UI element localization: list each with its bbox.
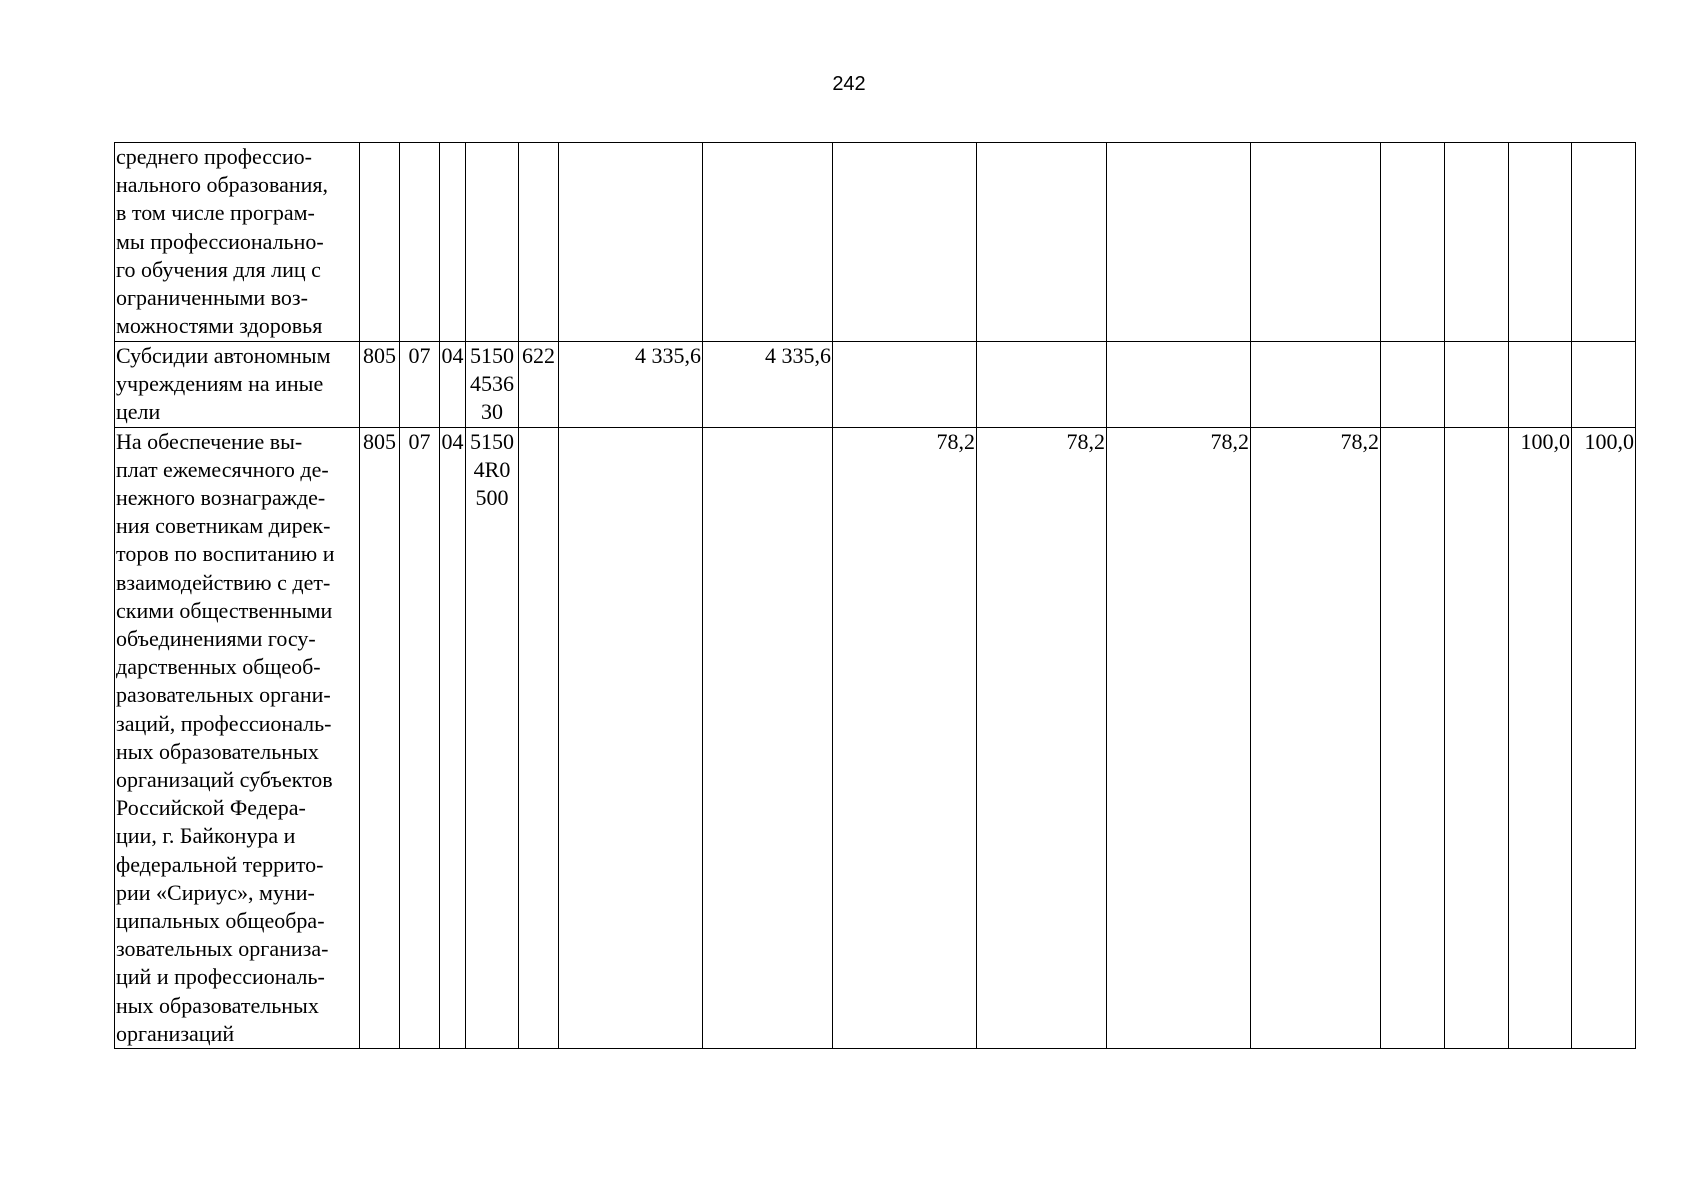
value-cell <box>1445 427 1509 1048</box>
target-article-code-cell: 5150 4R0 500 <box>466 427 519 1048</box>
table-row <box>115 427 1636 1048</box>
value-cell <box>977 342 1107 428</box>
table-row <box>115 143 1636 342</box>
value-cell <box>977 143 1107 342</box>
value-cell <box>1381 342 1445 428</box>
grbs-code-cell: 805 <box>360 342 400 428</box>
section-code-cell: 07 <box>400 427 440 1048</box>
value-cell <box>1572 143 1636 342</box>
value-cell <box>1381 427 1445 1048</box>
value-cell <box>559 427 703 1048</box>
grbs-code-cell: 805 <box>360 427 400 1048</box>
subsection-code-cell <box>440 143 466 342</box>
value-cell <box>1381 143 1445 342</box>
value-cell: 78,2 <box>833 427 977 1048</box>
row-name-cell: На обеспечение вы- плат ежемесячного де- нежного вознагражде- ния советникам дирек- торов по воспитанию и взаимодействию с дет- скими общественными объединениями госу- дарственных общеоб- разовательных органи- заций, профессиональ- ных образовательных организаций субъектов Российской Федера- ции, г. Байконура и федеральной террито- рии «Сириус», муни- ципальных общеобра- зовательных организа- ций и профессиональ- ных образовательных организаций <box>115 427 360 1048</box>
value-cell: 4 335,6 <box>559 342 703 428</box>
expense-type-code-cell: 622 <box>519 342 559 428</box>
value-cell: 78,2 <box>1251 427 1381 1048</box>
value-cell: 100,0 <box>1509 427 1572 1048</box>
target-article-code-cell <box>466 143 519 342</box>
section-code-cell <box>400 143 440 342</box>
value-cell <box>1509 342 1572 428</box>
section-code-cell: 07 <box>400 342 440 428</box>
value-cell <box>1509 143 1572 342</box>
page-number: 242 <box>832 73 866 95</box>
value-cell: 78,2 <box>1107 427 1251 1048</box>
value-cell <box>559 143 703 342</box>
value-cell <box>833 342 977 428</box>
grbs-code-cell <box>360 143 400 342</box>
value-cell <box>703 143 833 342</box>
table-row <box>115 342 1636 428</box>
value-cell <box>1251 143 1381 342</box>
subsection-code-cell: 04 <box>440 427 466 1048</box>
row-name-cell: среднего профессио- нального образования, в том числе програм- мы профессионально- го обучения для лиц с ограниченными воз- можностями здоровья <box>115 143 360 342</box>
subsection-code-cell: 04 <box>440 342 466 428</box>
row-name-cell: Субсидии автономным учреждениям на иные цели <box>115 342 360 428</box>
value-cell <box>1572 342 1636 428</box>
value-cell <box>1107 342 1251 428</box>
expense-type-code-cell <box>519 427 559 1048</box>
value-cell <box>1445 143 1509 342</box>
expense-type-code-cell <box>519 143 559 342</box>
value-cell <box>1251 342 1381 428</box>
value-cell: 100,0 <box>1572 427 1636 1048</box>
target-article-code-cell: 5150 4536 30 <box>466 342 519 428</box>
value-cell <box>1107 143 1251 342</box>
value-cell <box>703 427 833 1048</box>
budget-table <box>114 142 1636 1049</box>
value-cell <box>1445 342 1509 428</box>
value-cell: 4 335,6 <box>703 342 833 428</box>
value-cell <box>833 143 977 342</box>
value-cell: 78,2 <box>977 427 1107 1048</box>
